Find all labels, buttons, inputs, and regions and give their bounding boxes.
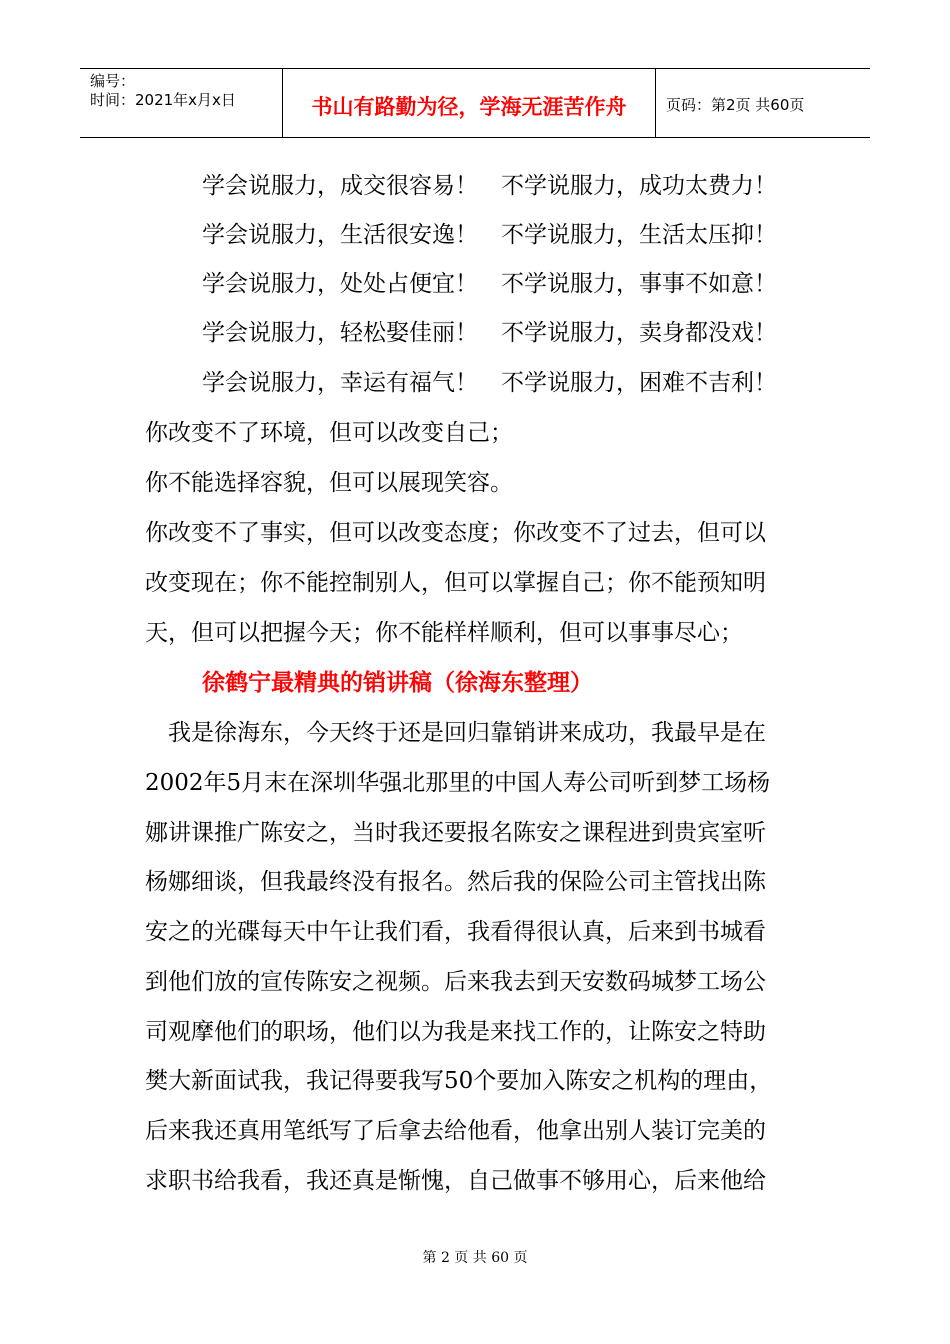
slogan-line: 学会说服力，成交很容易！ 不学说服力，成功太费力！ [202,173,777,199]
body-line: 求职书给我看，我还真是惭愧，自己做事不够用心，后来他给 [145,1168,766,1194]
body-line: 杨娜细谈，但我最终没有报名。然后我的保险公司主管找出陈 [145,869,766,895]
page-header [80,68,870,138]
header-page-info: 页码：第2页 共60页 [666,96,805,114]
body-line: 娜讲课推广陈安之，当时我还要报名陈安之课程进到贵宾室听 [145,820,766,846]
quote-line: 你不能选择容貌，但可以展现笑容。 [145,470,513,496]
slogan-line: 学会说服力，处处占便宜！ 不学说服力，事事不如意！ [202,271,777,297]
slogan-line: 学会说服力，幸运有福气！ 不学说服力，困难不吉利！ [202,370,777,396]
section-title: 徐鹤宁最精典的销讲稿（徐海东整理） [202,669,593,696]
quote-line: 你改变不了环境，但可以改变自己； [145,420,513,446]
slogan-line: 学会说服力，生活很安逸！ 不学说服力，生活太压抑！ [202,222,777,248]
body-line: 后来我还真用笔纸写了后拿去给他看，他拿出别人装订完美的 [145,1118,766,1144]
body-line: 2002年5月末在深圳华强北那里的中国人寿公司听到梦工场杨 [145,770,771,796]
header-motto: 书山有路勤为径，学海无涯苦作舟 [311,94,627,119]
body-line: 樊大新面试我，我记得要我写50个要加入陈安之机构的理由， [145,1068,773,1094]
body-line: 安之的光碟每天中午让我们看，我看得很认真，后来到书城看 [145,919,766,945]
number-label: 编号： [90,72,136,90]
body-line: 到他们放的宣传陈安之视频。后来我去到天安数码城梦工场公 [145,969,766,995]
quote-line: 天，但可以把握今天；你不能样样顺利，但可以事事尽心； [145,620,743,646]
time-label: 时间：2021年x月x日 [90,91,236,109]
header-page-cell [656,69,870,137]
body-line: 司观摩他们的职场，他们以为我是来找工作的，让陈安之特助 [145,1019,766,1045]
quote-line: 改变现在；你不能控制别人，但可以掌握自己；你不能预知明 [145,570,766,596]
page-footer: 第 2 页 共 60 页 [422,1250,528,1266]
body-line: 我是徐海东，今天终于还是回归靠销讲来成功，我最早是在 [145,720,766,746]
header-motto-cell [283,69,656,137]
header-meta-cell [80,69,283,137]
slogan-line: 学会说服力，轻松娶佳丽！ 不学说服力，卖身都没戏！ [202,320,777,346]
quote-line: 你改变不了事实，但可以改变态度；你改变不了过去，但可以 [145,520,766,546]
